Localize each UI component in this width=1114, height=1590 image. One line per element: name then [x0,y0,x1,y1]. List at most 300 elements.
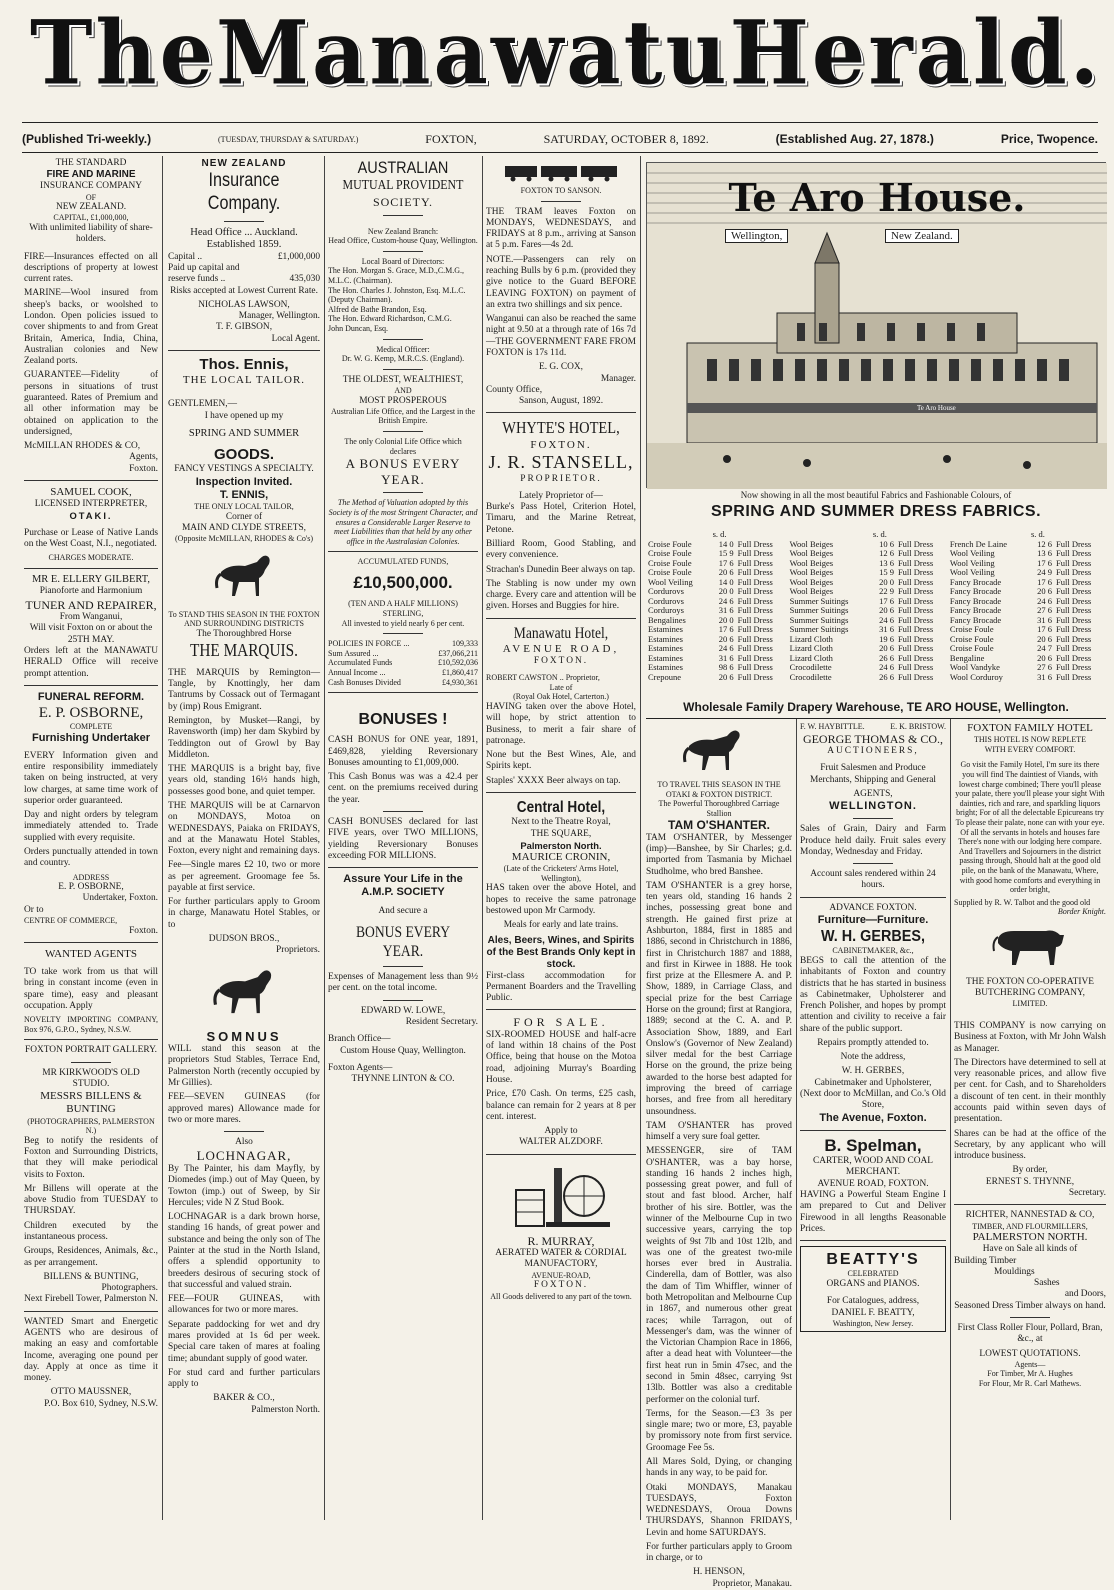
ad-line: STERLING, [382,608,424,618]
ad-line: Alfred de Bathe Brandon, Esq. [328,304,427,314]
ad-line: CAPITAL, £1,000,000, [53,213,129,223]
ad-line: AVENUE ROAD, [502,642,620,655]
ad-line: 25TH MAY. [67,634,115,645]
ad-paragraph: HAS taken over the above Hotel, and hopes to receive the same patronage bestowed upon Mr Carmody. [486,883,636,917]
ad-george-thomas [800,722,946,892]
ad-foxton-family-hotel [954,722,1106,917]
ad-line: Lately Proprietor of— [519,490,603,501]
ad-line: (TEN AND A HALF MILLIONS) [348,599,458,609]
ad-line: Also [235,1137,253,1148]
fabric-cell: Full Dress [897,671,934,682]
fabric-cell: Fancy Brocade [949,576,1002,587]
ad-paragraph: The Method of Valuation adopted by this Society is of the most Stringent Character, and ensures a Considerable Larger Reserve to meet Liabilities than that held by any other office in the Australasian Colonies. [328,498,478,546]
ad-paragraph: TO take work from us that will bring in constant income (even in spare time), easy and pleasant occupation. Apply [24,967,158,1011]
ad-heading: Furnishing Undertaker [32,731,150,744]
fabric-cell: 20 6 [718,633,734,644]
fabric-cell: 14 0 [718,538,734,549]
fabric-cell: Full Dress [1056,538,1092,549]
ad-line: The only Colonial Life Office which [344,437,462,447]
bull-icon [990,921,1070,973]
fabric-row [646,673,1106,683]
stat-value: £37,066,211 [438,648,478,658]
fabric-cell: Cordurovs [648,595,684,606]
established: (Established Aug. 27, 1878.) [775,132,934,146]
fabric-cell: 98 6 [718,662,734,673]
fabric-cell: 12 6 [1037,538,1053,549]
fabric-cell: Full Dress [737,586,773,597]
fabric-cell: Estamines [648,624,683,635]
ad-line: (Royal Oak Hotel, Carterton.) [513,692,609,702]
stat-value: £4,930,361 [442,677,478,687]
fabric-cell: 20 6 [718,567,734,578]
ad-line: declares [389,446,417,456]
ad-paragraph: First-class accommodation for Permanent Boarders and the Travelling Public. [486,970,636,1004]
fabric-cell: Wool Veiling [949,557,995,568]
ad-paragraph: FEE—FOUR GUINEAS, with allowances for two or more mares. [168,1294,320,1316]
wholesale-warehouse-line: Wholesale Family Drapery Warehouse, TE ARO HOUSE, Wellington. [683,700,1069,714]
ad-line: CENTRE OF COMMERCE, [24,916,118,926]
fabric-cell: Croise Foule [648,538,692,549]
ad-line: THE OLDEST, WEALTHIEST, [342,374,464,385]
ad-signature: WALTER ALZDORF. [519,1137,603,1148]
ad-line: CELEBRATED [847,1269,899,1279]
fabric-cell: Full Dress [1056,614,1092,625]
ad-paragraph: THE MARQUIS by Remington—Tangle, by Knottingly, her dam Tantrums by Cossack out of Termagant by (imp) Rous Emigrant. [168,667,320,712]
fabric-cell: Full Dress [1056,548,1092,559]
fabric-cell: Full Dress [1056,662,1092,673]
ad-line: Next to the Theatre Royal, [511,817,611,828]
fabric-cell: 24 6 [718,595,734,606]
ad-line: AGENTS, [853,788,893,799]
ad-line: AUCTIONEERS, [827,745,919,756]
ad-line: Dr. W. G. Kemp, M.R.C.S. (England). [341,354,465,364]
fabric-cell: 12 6 [879,548,894,559]
ad-heading: NEW ZEALAND [201,158,287,169]
ad-heading: GOODS. [213,446,274,464]
fabric-cell: Full Dress [897,567,934,578]
ad-paragraph: Expenses of Management less than 9½ per cent. on the total income. [328,972,478,994]
fabric-cell: Crocodilette [789,662,832,673]
fabric-cell: 17 6 [879,595,894,606]
ad-line: For Catalogues, address, [826,1296,920,1307]
fabric-cell: Estamines [648,633,683,644]
ad-heading: BUTCHERING COMPANY, [975,988,1085,999]
fabric-cell: Full Dress [737,567,773,578]
ad-paragraph: First Class Roller Flour, Pollard, Bran, &c., at [957,1323,1103,1345]
ad-line: THIS HOTEL IS NOW REPLETE [974,735,1086,745]
ad-heading: A BONUS EVERY [345,456,461,472]
ad-paragraph: Burke's Pass Hotel, Criterion Hotel, Timaru, and the Marine Retreat, Petone. [486,502,636,535]
place: FOXTON, [425,131,477,146]
ad-signature: Palmerston North. [251,1404,320,1415]
ad-signature: Manager. [600,373,636,384]
ad-heading: PALMERSTON NORTH. [972,1231,1088,1244]
ad-line: MAIN AND CLYDE STREETS, [181,522,307,533]
ad-paragraph: WILL stand this season at the proprietors Stud Stables, Terrace End, Palmerston North (recently occupied by Mr Gillies). [168,1044,320,1089]
ad-paragraph: TAM O'SHANTER has proved himself a very sure foal getter. [646,1120,792,1143]
fabric-cell: Full Dress [897,586,934,597]
fabric-cell: 31 6 [879,624,894,635]
stat-label: Sum Assured ... [328,648,379,658]
ad-line: FOXTON. [530,438,592,451]
fabric-cell: 17 6 [1037,624,1053,635]
fabric-cell: Wool Veiling [949,548,995,559]
column-4 [486,158,636,1520]
fabric-cell: Full Dress [737,633,773,644]
ad-line: CABINETMAKER, &c., [832,946,914,956]
ad-heading: TAM O'SHANTER. [668,818,770,833]
ad-line: INSURANCE COMPANY [39,181,143,192]
publication-frequency: (Published Tri-weekly.) [22,132,152,146]
column-7 [954,722,1106,1520]
ad-line: The Thoroughbred Horse [196,628,292,639]
fabric-cell: Estamines [648,652,683,663]
stat-value: £10,592,036 [438,658,478,668]
ad-heading: FOXTON TO SANSON. [520,186,602,195]
ad-signature: (Next door to McMillan, and Co.'s Old Store, [800,1089,946,1111]
ad-heading: WELLINGTON. [829,800,917,813]
column-5 [646,722,792,1589]
fabric-cell: 27 6 [1037,605,1053,616]
ad-heading: FOXTON PORTRAIT GALLERY. [24,1045,157,1056]
ad-line: Head Office, Custom-house Quay, Wellington. [328,236,478,246]
ad-heading: MUTUAL PROVIDENT [342,178,464,194]
capital-label: Capital .. [168,251,203,262]
ad-paragraph: Wanganui can also be reached the same night at 9.50 at a through rate of 16s 7d—THE GOVERNMENT FARE FROM FOXTON is 17s 11d. [486,314,636,358]
ad-heading: THE MARQUIS. [190,640,298,661]
ad-thos-ennis [168,356,320,544]
ad-line: (Opposite McMILLAN, RHODES & Co's) [174,534,314,544]
ad-line: AVENUE-ROAD, [531,1270,591,1280]
fabric-cell: 24 9 [1037,567,1053,578]
fabric-cell: 31 6 [1037,614,1053,625]
ad-heading: B. Spelman, [824,1135,922,1155]
column-6 [800,722,946,1520]
ad-wanted-energetic [24,1317,158,1410]
fabric-cell: Summer Suitings [789,614,849,625]
ad-heading: SAMUEL COOK, [50,485,132,498]
ad-amp-society [328,158,478,1085]
fabric-cell: Full Dress [1056,576,1092,587]
ad-for-sale [486,1015,636,1148]
ad-tam-oshanter [646,780,792,1590]
ad-line: Agents— [1014,1359,1046,1369]
fabric-cell: Croise Foule [949,643,994,654]
fabric-cell: Croise Foule [648,567,692,578]
ad-paragraph: For further particulars apply to Groom in charge, or to [646,1541,792,1564]
section-rule [646,718,1106,719]
ad-heading: MR E. ELLERY GILBERT, [31,573,151,585]
ad-line: THYNNE LINTON & CO. [351,1074,455,1085]
ad-heading: SOMNUS [206,1028,282,1044]
ad-signature: Local Agent. [271,333,320,344]
ad-line: TO TRAVEL THIS SEASON IN THE OTAKI & FOXTON DISTRICT. [657,780,781,799]
fabric-price-list [646,530,1106,682]
ad-heading: SOCIETY. [372,195,434,210]
ad-paragraph: All Mares Sold, Dying, or changing hands in any way, to be paid for. [646,1456,792,1479]
fabric-cell: Estamines [648,643,683,654]
ad-signature: Photographers. [101,1283,158,1294]
ad-paragraph: Mr Billens will operate at the above Studio from TUESDAY to THURSDAY. [24,1183,158,1217]
fabric-cell: Full Dress [737,548,773,559]
fabric-cell: 15 9 [718,548,734,559]
fabric-cell: 20 6 [718,671,734,682]
ad-line: LICENSED INTERPRETER, [34,499,148,510]
ad-heading: LOCHNAGAR, [196,1148,292,1164]
ad-lochnagar [168,1137,320,1416]
newspaper-title [30,0,1102,104]
ad-line: Medical Officer: [376,344,430,354]
ad-signature: Cabinetmaker and Upholsterer, [814,1077,932,1088]
ad-line: The Powerful Thoroughbred Carriage Stallion [658,799,780,818]
ad-heading: R. MURRAY, [527,1233,595,1248]
fabric-cell: Full Dress [897,614,934,625]
ad-line: Will visit Foxton on or about the [29,623,153,634]
ad-portrait-gallery [24,1045,158,1305]
fabric-cell: 20 6 [1037,586,1053,597]
ad-heading: Ales, Beers, Wines, and Spirits of the Best Brands Only kept in stock. [486,934,636,970]
ad-heading: WHYTE'S HOTEL, [502,418,620,438]
fabric-cell: 14 0 [718,576,734,587]
fabric-cell: Full Dress [737,624,773,635]
ad-line: New Zealand Branch: [367,226,439,236]
fabric-cell: Wool Veiling [949,567,995,578]
fabric-cell: Full Dress [897,557,934,568]
ad-paragraph: TAM O'SHANTER is a grey horse, ten years old, standing 16 hands 2 inches, possessing great bone and strength. He gained first prize at Ashburton, 1884, first in 1885 and 1886, second in Christchurch in 1886, first in Christchurch 1887 and 1888, and first in Kirwee in 1888. He took first prize at the Ellesmere A. and P. Show, 1889, in Carriage Class, and special prize for the best Carriage Horse on the ground; first at Rangiora, 1889; second at the C. A. and P. Association Show, 1889, and Earl Onslow's (Governor of New Zealand) silver medal for the best Carriage Horse on the ground, the prize being awarded to the horse best adapted for improving the breed of carriage horses, and free from all hereditary unsoundness. [646,880,792,1117]
ad-line: WITH EVERY COMFORT. [984,744,1076,754]
ad-somnus [168,1029,320,1127]
fabric-cell: Corduroys [648,605,684,616]
ad-standard-fire-marine [24,158,158,475]
ad-line: AVENUE ROAD, FOXTON. [817,1178,929,1189]
fabric-cell: Full Dress [897,605,934,616]
te-aro-title: Te Aro House. [728,175,1026,220]
ad-line: OF [85,192,97,202]
ad-heading: MAURICE CRONIN, [511,851,611,864]
ad-paragraph: THE TRAM leaves Foxton on MONDAYS, WEDNESDAYS, and FRIDAYS at 8 p.m., arriving at Sanson at 5 p.m. Fares—4s 2d. [486,206,636,251]
fabric-cell: Wool Veiling [648,576,693,587]
ad-heading: Thos. Ennis, [199,356,289,374]
fabric-cell: 15 9 [879,567,894,578]
ad-line: Australian Life Office, and the Largest in the British Empire. [330,406,476,426]
ad-heading: GEORGE THOMAS & CO., [802,731,944,746]
ad-line: Head Office ... Auckland. [190,226,298,238]
ad-line: ACCUMULATED FUNDS, [357,557,449,567]
fabric-cell: 20 0 [718,614,734,625]
ad-heading: FUNERAL REFORM. [37,690,145,703]
column-rule [162,156,163,1520]
ad-signature: Proprietors. [275,945,320,956]
ad-paragraph: Orders left at the MANAWATU HERALD Office will receive prompt attention. [24,645,158,679]
issue-date: SATURDAY, OCTOBER 8, 1892. [543,131,709,146]
fabric-cell: Summer Suitings [789,624,849,635]
ad-paragraph: THE MARQUIS will be at Carnarvon on MONDAYS, Motoa on WEDNESDAYS, Paiaka on FRIDAYS, and at the Manawatu Hotel Stables, Foxton, every night and remaining days. [168,800,320,857]
ad-b-spelman [800,1136,946,1235]
fabric-cell: Fancy Brocade [949,586,1002,597]
ad-line: Apply to [544,1126,578,1137]
ad-gilbert-tuner [24,574,158,680]
ad-paragraph: NOVELTY IMPORTING COMPANY, Box 976, G.P.O., Sydney, N.S.W. [24,1015,158,1034]
ad-paragraph: Repairs promptly attended to. [817,1037,929,1048]
fabric-cell: Full Dress [1056,624,1092,635]
ad-line: CARTER, WOOD AND COAL MERCHANT. [812,1156,934,1178]
fabric-cell: 24 7 [1037,643,1053,654]
ad-nz-insurance [168,158,320,345]
ad-signature: H. HENSON, [693,1567,745,1578]
ad-heading: THE FOXTON CO-OPERATIVE [966,976,1094,987]
ad-line: THE ONLY LOCAL TAILOR, [194,502,294,512]
ad-signature: Foxton. [129,463,158,474]
ad-line: Sanson, August, 1892. [518,396,604,407]
ad-paragraph: Sales of Grain, Dairy and Farm Produce held daily. Fruit sales every Monday, Wednesday and Friday. [800,824,946,857]
dateline [22,128,1098,150]
ad-line: To STAND THIS SEASON IN THE FOXTON AND SURROUNDING DISTRICTS [168,609,320,629]
ad-line: The Hon. Charles J. Johnston, Esq. M.L.C. (Deputy Chairman). [328,285,466,305]
ad-paragraph: Groups, Residences, Animals, &c., as per arrangement. [24,1246,158,1268]
ad-heading: BONUSES ! [358,711,448,729]
fabric-cell: Full Dress [737,605,773,616]
ad-line: John Duncan, Esq. [328,323,388,333]
partner-name: E. K. BRISTOW. [890,722,946,731]
stat-label: Accumulated Funds [328,658,393,668]
ad-line: From Wanganui, [59,612,123,623]
partner-name: F. W. HAYBITTLE. [800,722,865,731]
fabric-cell: 24 6 [718,643,734,654]
ad-line: MR KIRKWOOD'S OLD STUDIO. [42,1067,140,1089]
fabric-cell: Full Dress [737,652,773,663]
fabric-cell: Wool Beiges [789,557,834,568]
ad-paragraph: FEE—SEVEN GUINEAS (for approved mares) Allowance made for two or more mares. [168,1092,320,1125]
ad-paragraph: CASH BONUSES declared for last FIVE years, over TWO MILLIONS, yielding Reversionary Bonuses exceeding FOR MILLIONS. [328,817,478,861]
ad-paragraph: Separate paddocking for wet and dry mares provided at 1s 6d per week. Special care taken of mares at foaling time; abundant supply of good water. [168,1319,320,1364]
fabric-cell: Crocodilette [789,671,832,682]
ad-paragraph: MESSENGER, sire of TAM O'SHANTER, was a bay horse, standing 16 hands 2 inches high, possessing great power, and full of stout and fast blood. Archer, half brother of his sire. Bottler, was the winner of the Melbourne Cup in two successive years, carrying the top weights of 9st 7lb and 10st 12lb, and was one of the greatest two-mile horses ever bred in Australia. Cinderella, dam of Bottler, was also the dam of Tim Whiffler, winner of both Metropolitan and Melbourne Cup in 1867, and numerous other great races; while Tarragon, out of Messenger's dam, was the winner of the Victorian Champion Race in 1866, after a dead heat with Volunteer—the first heat run in 5min 47sec, and the second in 5min 48sec, carrying 9st 13lb. Bottler was also a creditable performer on the colonial turf. [646,1146,792,1405]
fabric-cell: Fancy Brocade [949,595,1002,606]
ad-signature: ERNEST S. THYNNE, [985,1176,1075,1187]
ad-signature: OTTO MAUSSNER, [50,1387,132,1398]
ad-beattys-organs [800,1246,946,1332]
te-aro-house-engraving [646,162,1106,488]
publication-days: (TUESDAY, THURSDAY & SATURDAY.) [218,134,359,144]
fabric-cell: Full Dress [897,548,934,559]
fabric-cell: 24 6 [879,662,894,673]
masthead [0,0,1114,126]
horse-icon [207,961,281,1025]
stat-label: Annual Income ... [328,667,386,677]
fabric-cell: 24 6 [879,614,894,625]
fabric-cell: 31 6 [718,652,734,663]
ad-paragraph: By The Painter, his dam Mayfly, by Diomedes (imp.) out of May Queen, by Towton (imp.) out of Sweep, by Sir Hercules; vide N Z Stud Book. [168,1164,320,1208]
ad-line: ORGANS and PIANOS. [826,1278,920,1289]
ad-signature: Border Knight. [1057,907,1106,917]
fabric-cell: 13 6 [879,557,894,568]
column-2 [168,158,320,1520]
fabric-cell: 20 6 [879,605,894,616]
ad-heading: WANTED AGENTS [45,947,137,960]
fabric-cell: 20 0 [718,586,734,597]
ad-paragraph: The Directors have determined to sell at very reasonable prices, and allow five per cent. for Cash, and to Shareholders a discount of ten cent. in their monthly accounts paid within seven days of presentation. [954,1057,1106,1125]
fabric-cell: Full Dress [737,614,773,625]
ad-line: Washington, New Jersey. [832,1318,914,1328]
fabric-cell: Full Dress [897,662,934,673]
ad-paragraph: WANTED Smart and Energetic AGENTS who are desirous of making an easy and comfortable Income, averaging one pound per day. Apply at once as time it money. [24,1316,158,1384]
ad-paragraph: NOTE.—Passengers can rely on reaching Bulls by 6 p.m. (provided they give notice to the Guard BEFORE LEAVING FOXTON) on payment of an extra two shillings and six pence. [486,254,636,310]
ad-line: All Goods delivered to any part of the town. [490,1291,632,1301]
fabric-cell: 17 6 [718,624,734,635]
fabric-cell: 27 6 [1037,662,1053,673]
ad-heading: Insurance Company. [207,170,281,214]
ad-line: Established 1859. [206,239,282,251]
ad-paragraph: THIS COMPANY is now carrying on Business at Foxton, with Mr John Walsh as Manager. [954,1021,1106,1054]
fabric-caption: Now showing in all the most beautiful Fabrics and Fashionable Colours, of [740,490,1012,500]
ad-heading: MESSRS BILLENS & BUNTING [40,1090,142,1116]
fabric-cell: Lizard Cloth [789,652,833,663]
fabric-cell: Full Dress [737,643,773,654]
ad-signature: EDWARD W. LOWE, [360,1005,446,1016]
ad-line: AERATED WATER & CORDIAL MANUFACTORY, [495,1248,627,1270]
ad-heading: FOXTON FAMILY HOTEL [967,722,1093,734]
fabric-cell: Full Dress [1056,605,1092,616]
fabric-cell: Croise Foule [949,624,994,635]
fabric-cell: 20 6 [1037,652,1053,663]
ad-paragraph: Orders punctually attended in town and country. [24,847,158,869]
ad-line: THE STANDARD [55,158,127,168]
title-word-herald: Herald. [729,0,1102,104]
ad-paragraph: TAM O'SHANTER, by Messenger (imp)—Banshee, by Sir Charles; g.d. imported from Tasmania by Michael Studholme, who bred Banshee. [646,832,792,877]
ad-line: For Flour, Mr R. Carl Mathews. [978,1379,1082,1389]
ad-line: MOST PROSPEROUS [359,395,447,406]
ad-heading: J. R. STANSELL, [488,451,634,472]
fabric-cell: 22 9 [879,586,894,597]
ad-heading: YEAR. [381,471,425,487]
ad-paragraph: Staples' XXXX Beer always on tap. [486,775,621,786]
fabric-cell: 19 6 [879,633,894,644]
fabric-cell: 31 6 [1037,671,1053,682]
ad-paragraph: Children executed by the instantaneous process. [24,1220,158,1243]
fabric-cell: Summer Suitings [789,605,849,616]
ad-paragraph: CASH BONUS for ONE year, 1891, £469,828, yielding Reversionary Bonuses amounting to £1,009,000. [328,735,478,768]
ad-signature: T. F. GIBSON, [215,322,273,333]
fabric-cell: Croise Foule [648,557,692,568]
reserve-value: 435,030 [289,274,320,285]
masthead-rule [22,122,1098,123]
fabric-cell: Lizard Cloth [789,643,833,654]
ad-signature: W. H. GERBES, [841,1066,905,1077]
fabric-cell: 20 6 [1037,633,1053,644]
ad-paragraph: GUARANTEE—Fidelity of persons in situations of trust guaranteed. Rates of Premium and all other information may be obtained on application to the undersigned, [24,370,158,437]
ad-heading: FIRE AND MARINE [46,169,136,181]
ad-line: Pianoforte and Harmonium [39,586,143,597]
fabric-cell: Full Dress [1056,633,1092,644]
fabric-cell: Full Dress [897,624,934,635]
building-sign: Te Aro House [917,404,956,412]
ad-heading: TUNER AND REPAIRER, [25,597,157,612]
fabric-cell: Full Dress [1056,652,1092,663]
fabric-cell: Full Dress [737,557,773,568]
ad-heading: Assure Your Life in the [343,873,463,886]
capital-value: £1,000,000 [277,251,320,262]
ad-signature: E. G. COX, [538,362,583,373]
ad-line: TIMBER, AND FLOURMILLERS, [972,1221,1088,1231]
price: Price, Twopence. [1000,132,1098,146]
ad-heading: Central Hotel, [516,799,606,817]
fabric-cell: 26 6 [879,671,894,682]
ad-signature: DUDSON BROS., [208,934,280,945]
ad-line: GENTLEMEN,— [168,399,237,410]
ad-line: Late of [549,682,573,692]
fabric-cell: Full Dress [1056,643,1092,654]
ad-line: The Hon. Morgan S. Grace, M.D.,C.M.G., M.L.C. (Chairman). [328,266,465,285]
